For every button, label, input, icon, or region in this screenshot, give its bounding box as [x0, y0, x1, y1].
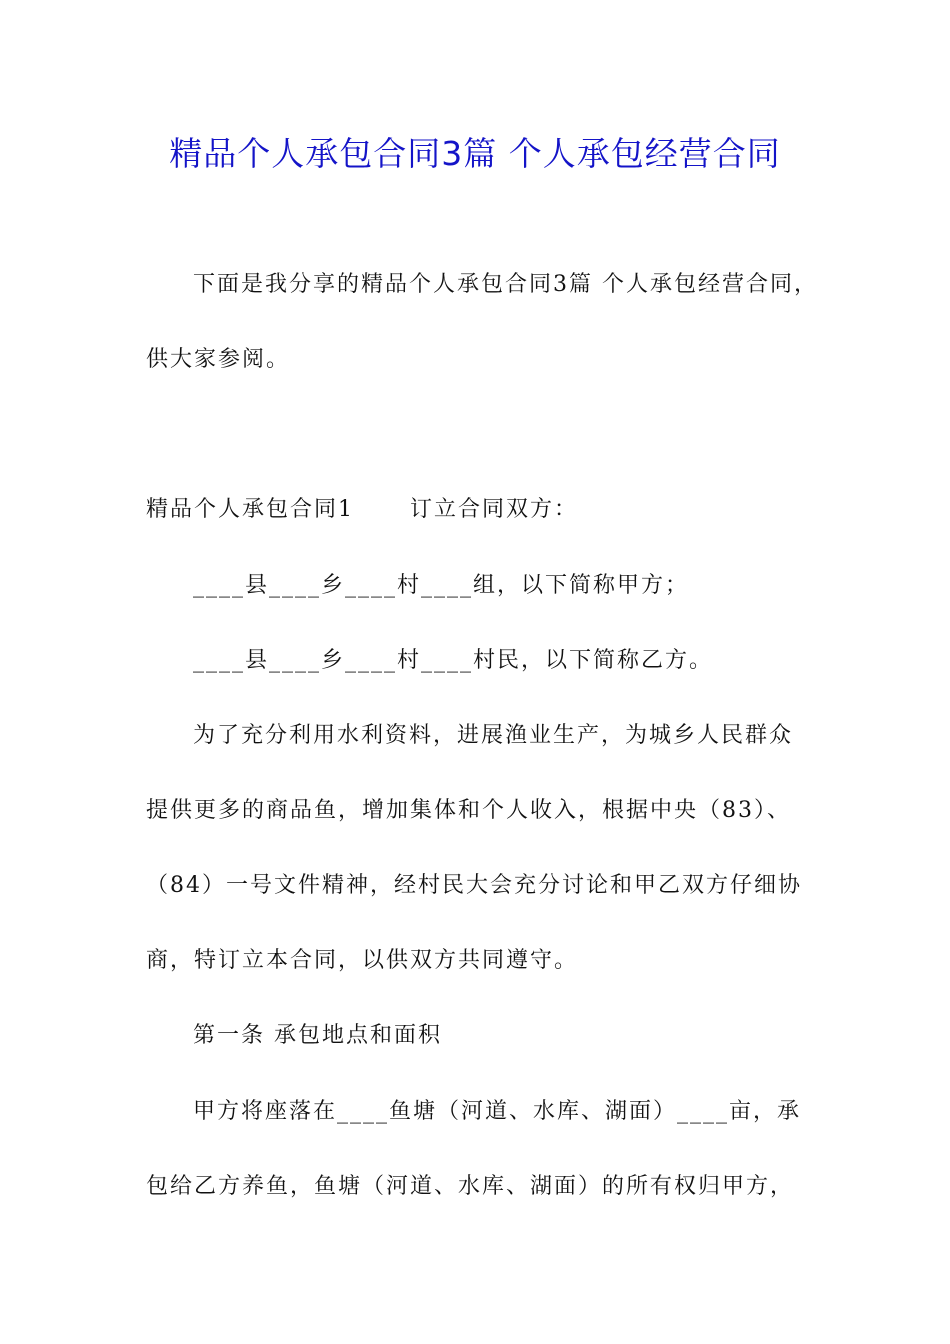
- article-1-line-1: 甲方将座落在____鱼塘（河道、水库、湖面）____亩，承: [193, 1099, 802, 1124]
- article-1-heading: 第一条 承包地点和面积: [193, 1023, 442, 1048]
- article-1-line-2: 包给乙方养鱼，鱼塘（河道、水库、湖面）的所有权归甲方，: [146, 1174, 795, 1199]
- preamble-line-4: 商，特订立本合同，以供双方共同遵守。: [146, 948, 579, 973]
- intro-line-1: 下面是我分享的精品个人承包合同3篇 个人承包经营合同，: [193, 272, 818, 297]
- document-title: 精品个人承包合同3篇 个人承包经营合同: [169, 134, 781, 173]
- party-a-line: ____县____乡____村____组，以下简称甲方；: [193, 573, 690, 598]
- preamble-line-3: （84）一号文件精神，经村民大会充分讨论和甲乙双方仔细协: [146, 873, 802, 898]
- parties-heading: 订立合同双方：: [410, 497, 579, 522]
- preamble-line-2: 提供更多的商品鱼，增加集体和个人收入，根据中央（83）、: [146, 798, 791, 823]
- party-b-line: ____县____乡____村____村民，以下简称乙方。: [193, 648, 714, 673]
- intro-line-2: 供大家参阅。: [146, 347, 291, 372]
- section-heading: 精品个人承包合同1: [146, 497, 354, 522]
- preamble-line-1: 为了充分利用水利资料，进展渔业生产，为城乡人民群众: [193, 723, 794, 748]
- section-heading-row: [146, 490, 578, 530]
